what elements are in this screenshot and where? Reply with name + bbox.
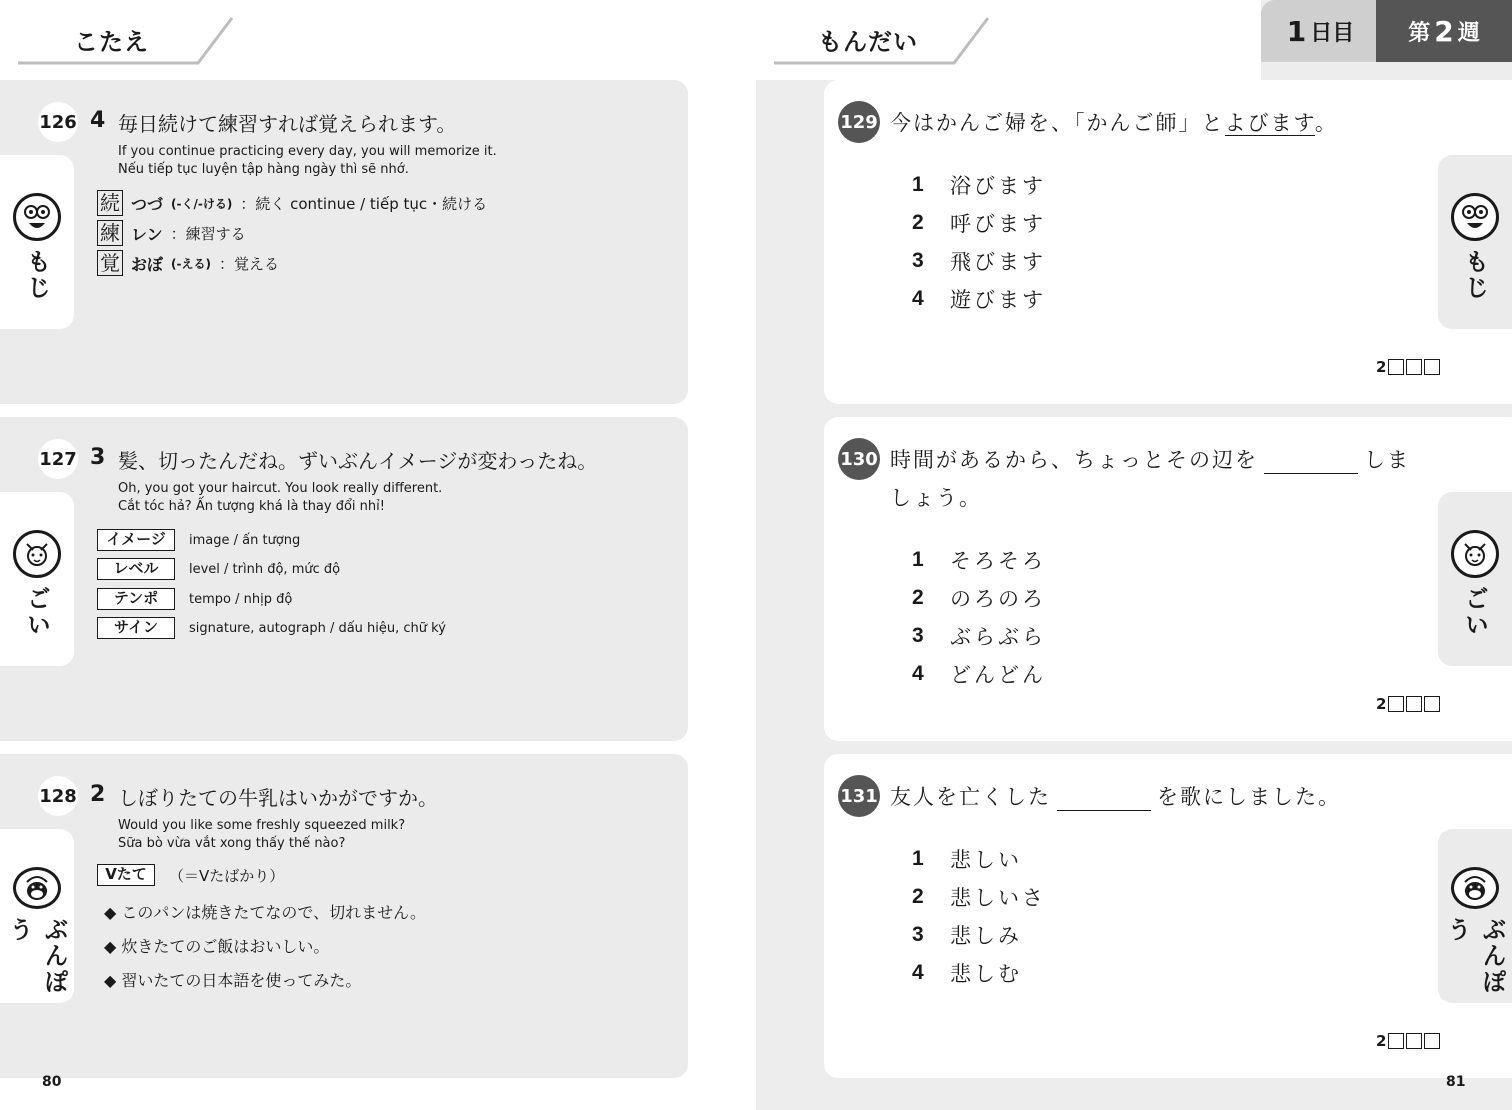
vocab-row [97, 558, 340, 580]
day-indicator [1261, 0, 1376, 62]
answer-vietnamese: Sữa bò vừa vắt xong thấy thế nào? [118, 836, 346, 851]
day-number: 1 [1286, 14, 1307, 48]
score-checkbox[interactable] [1388, 696, 1404, 712]
category-tab-goi [1438, 492, 1512, 666]
answer-choice: 3 [90, 445, 106, 470]
category-tab-goi [0, 492, 74, 666]
answer-option-3[interactable]: 3 ぶらぶら [912, 621, 1046, 651]
option-text: 呼びます [950, 212, 1046, 236]
answer-blank [1057, 787, 1151, 811]
option-text: そろそろ [950, 549, 1046, 573]
question-number: 131 [838, 775, 880, 817]
grammar-pattern [97, 864, 284, 886]
question-panel-130 [824, 417, 1512, 741]
answer-option-1[interactable]: 1 浴びます [912, 170, 1046, 200]
category-label: ぶんぽう [1443, 917, 1506, 995]
vocab-meaning: level / trình độ, mức độ [189, 561, 341, 577]
question-panel-131 [824, 754, 1512, 1078]
vocab-row [97, 529, 300, 551]
kanji-row [97, 220, 246, 246]
category-label: ごい [22, 586, 51, 638]
vocab-word: サイン [97, 617, 175, 639]
score-label: 2 [1376, 1032, 1387, 1050]
answer-option-3[interactable]: 3 悲しみ [912, 920, 1022, 950]
option-text: 浴びます [950, 174, 1046, 198]
score-checkbox[interactable] [1388, 359, 1404, 375]
answer-panel-127 [0, 417, 688, 741]
owl-mascot-icon [13, 193, 61, 241]
kanji-box: 覚 [97, 250, 123, 276]
option-text: 遊びます [950, 288, 1046, 312]
category-label: ぶんぽう [5, 917, 68, 995]
kanji-detail: ：続く continue / tiếp tục・続ける [240, 194, 488, 213]
week-suffix: 週 [1457, 20, 1480, 46]
question-text-post: 。 [1314, 111, 1338, 135]
vocab-word: レベル [97, 558, 175, 580]
question-number: 129 [838, 101, 880, 143]
gorilla-mascot-icon [1451, 867, 1499, 909]
kanji-detail: ：練習する [170, 224, 246, 243]
kanji-suffix: (-く/-ける) [171, 196, 233, 211]
score-checkbox[interactable] [1424, 359, 1440, 375]
answer-blank [1264, 450, 1358, 474]
question-text-post: しま [1364, 448, 1410, 472]
answer-option-4[interactable]: 4 遊びます [912, 284, 1046, 314]
score-checkboxes [1376, 1032, 1440, 1050]
kanji-reading: おぼ [131, 254, 164, 274]
answer-vietnamese: Cắt tóc hả? Ấn tượng khá là thay đổi nhỉ! [118, 499, 385, 514]
category-label: ごい [1460, 586, 1489, 638]
squirrel-mascot-icon [13, 530, 61, 578]
category-tab-moji [1438, 155, 1512, 329]
vocab-meaning: image / ấn tượng [189, 532, 301, 548]
kanji-row [97, 190, 487, 216]
squirrel-mascot-icon [1451, 530, 1499, 578]
answer-option-2[interactable]: 2 のろのろ [912, 583, 1046, 613]
example-text: 炊きたてのご飯はおいしい。 [121, 937, 330, 956]
answer-option-1[interactable]: 1 悲しい [912, 844, 1022, 874]
kanji-box: 続 [97, 190, 123, 216]
category-tab-moji [0, 155, 74, 329]
answer-panel-126 [0, 80, 688, 404]
vocab-row [97, 617, 446, 639]
score-checkbox[interactable] [1388, 1033, 1404, 1049]
answer-number: 126 [38, 102, 78, 142]
question-header-title: もんだい [818, 28, 918, 56]
question-text-line2: しょう。 [890, 486, 982, 510]
option-text: 飛びます [950, 250, 1046, 274]
answer-option-2[interactable]: 2 悲しいさ [912, 882, 1046, 912]
answer-sentence: しぼりたての牛乳はいかがですか。 [118, 786, 438, 810]
score-checkbox[interactable] [1406, 359, 1422, 375]
question-text-pre: 時間があるから、ちょっとその辺を [890, 448, 1258, 472]
answer-choice: 4 [90, 108, 106, 133]
answer-english: Would you like some freshly squeezed milk? [118, 818, 406, 833]
week-indicator [1376, 0, 1512, 62]
gorilla-mascot-icon [13, 867, 61, 909]
answer-option-3[interactable]: 3 飛びます [912, 246, 1046, 276]
question-panel-129 [824, 80, 1512, 404]
score-checkbox[interactable] [1406, 1033, 1422, 1049]
score-label: 2 [1376, 358, 1387, 376]
answer-option-2[interactable]: 2 呼びます [912, 208, 1046, 238]
score-label: 2 [1376, 695, 1387, 713]
grammar-note: （＝Vたばかり） [169, 866, 285, 885]
kanji-reading: レン [131, 224, 163, 244]
answer-sentence: 髪、切ったんだね。ずいぶんイメージが変わったね。 [118, 449, 598, 473]
option-text: ぶらぶら [950, 625, 1046, 649]
question-text [890, 778, 1341, 816]
example-sentence: ◆ 炊きたてのご飯はおいしい。 [104, 937, 330, 956]
answer-number: 127 [38, 439, 78, 479]
kanji-row [97, 250, 279, 276]
score-checkbox[interactable] [1424, 1033, 1440, 1049]
answer-header-title: こたえ [74, 28, 149, 56]
question-number: 130 [838, 438, 880, 480]
question-text [890, 104, 1338, 142]
answer-option-4[interactable]: 4 どんどん [912, 659, 1046, 689]
page-number: 81 [1446, 1074, 1466, 1090]
vocab-word: テンポ [97, 588, 175, 610]
week-prefix: 第 [1408, 20, 1431, 46]
vocab-meaning: signature, autograph / dấu hiệu, chữ ký [189, 620, 446, 636]
question-text-pre: 友人を亡くした [890, 785, 1051, 809]
example-sentence: ◆ このパンは焼きたてなので、切れません。 [104, 903, 427, 922]
answer-sentence: 毎日続けて練習すれば覚えられます。 [118, 112, 457, 136]
category-label: もじ [1460, 249, 1489, 301]
kanji-reading: つづ [131, 194, 164, 214]
score-checkbox[interactable] [1424, 696, 1440, 712]
answer-vietnamese: Nếu tiếp tục luyện tập hàng ngày thì sẽ nhớ. [118, 162, 409, 177]
question-text-post: を歌にしました。 [1157, 785, 1341, 809]
vocab-row [97, 588, 292, 610]
page-number: 80 [42, 1074, 62, 1090]
option-text: 悲しいさ [950, 886, 1046, 910]
score-checkboxes [1376, 358, 1440, 376]
grammar-box: Vたて [97, 864, 155, 886]
category-tab-bunpou [0, 829, 74, 1003]
answer-choice: 2 [90, 782, 106, 807]
category-label: もじ [22, 249, 51, 301]
option-text: のろのろ [950, 587, 1046, 611]
option-text: 悲しみ [950, 924, 1022, 948]
answer-panel-128 [0, 754, 688, 1078]
kanji-box: 練 [97, 220, 123, 246]
kanji-detail: ：覚える [218, 254, 279, 273]
score-checkbox[interactable] [1406, 696, 1422, 712]
week-number: 2 [1434, 14, 1454, 48]
option-text: 悲しい [950, 848, 1022, 872]
category-tab-bunpou [1438, 829, 1512, 1003]
answer-number: 128 [38, 776, 78, 816]
answer-english: If you continue practicing every day, you will memorize it. [118, 144, 497, 159]
question-text [890, 441, 1430, 517]
answer-option-1[interactable]: 1 そろそろ [912, 545, 1046, 575]
question-underlined: よびます [1224, 111, 1315, 135]
question-text-pre: 今はかんご婦を、「かんご師」と [890, 111, 1225, 135]
day-label: 日目 [1310, 20, 1355, 46]
option-text: どんどん [950, 663, 1046, 687]
example-text: このパンは焼きたてなので、切れません。 [121, 903, 427, 922]
answer-english: Oh, you got your haircut. You look really different. [118, 481, 443, 496]
question-page [756, 0, 1512, 1110]
score-checkboxes [1376, 695, 1440, 713]
vocab-meaning: tempo / nhịp độ [189, 591, 293, 607]
option-text: 悲しむ [950, 962, 1022, 986]
kanji-suffix: (-える) [171, 256, 211, 271]
answer-option-4[interactable]: 4 悲しむ [912, 958, 1022, 988]
owl-mascot-icon [1451, 193, 1499, 241]
example-text: 習いたての日本語を使ってみた。 [121, 971, 362, 990]
vocab-word: イメージ [97, 529, 175, 551]
example-sentence: ◆ 習いたての日本語を使ってみた。 [104, 971, 362, 990]
